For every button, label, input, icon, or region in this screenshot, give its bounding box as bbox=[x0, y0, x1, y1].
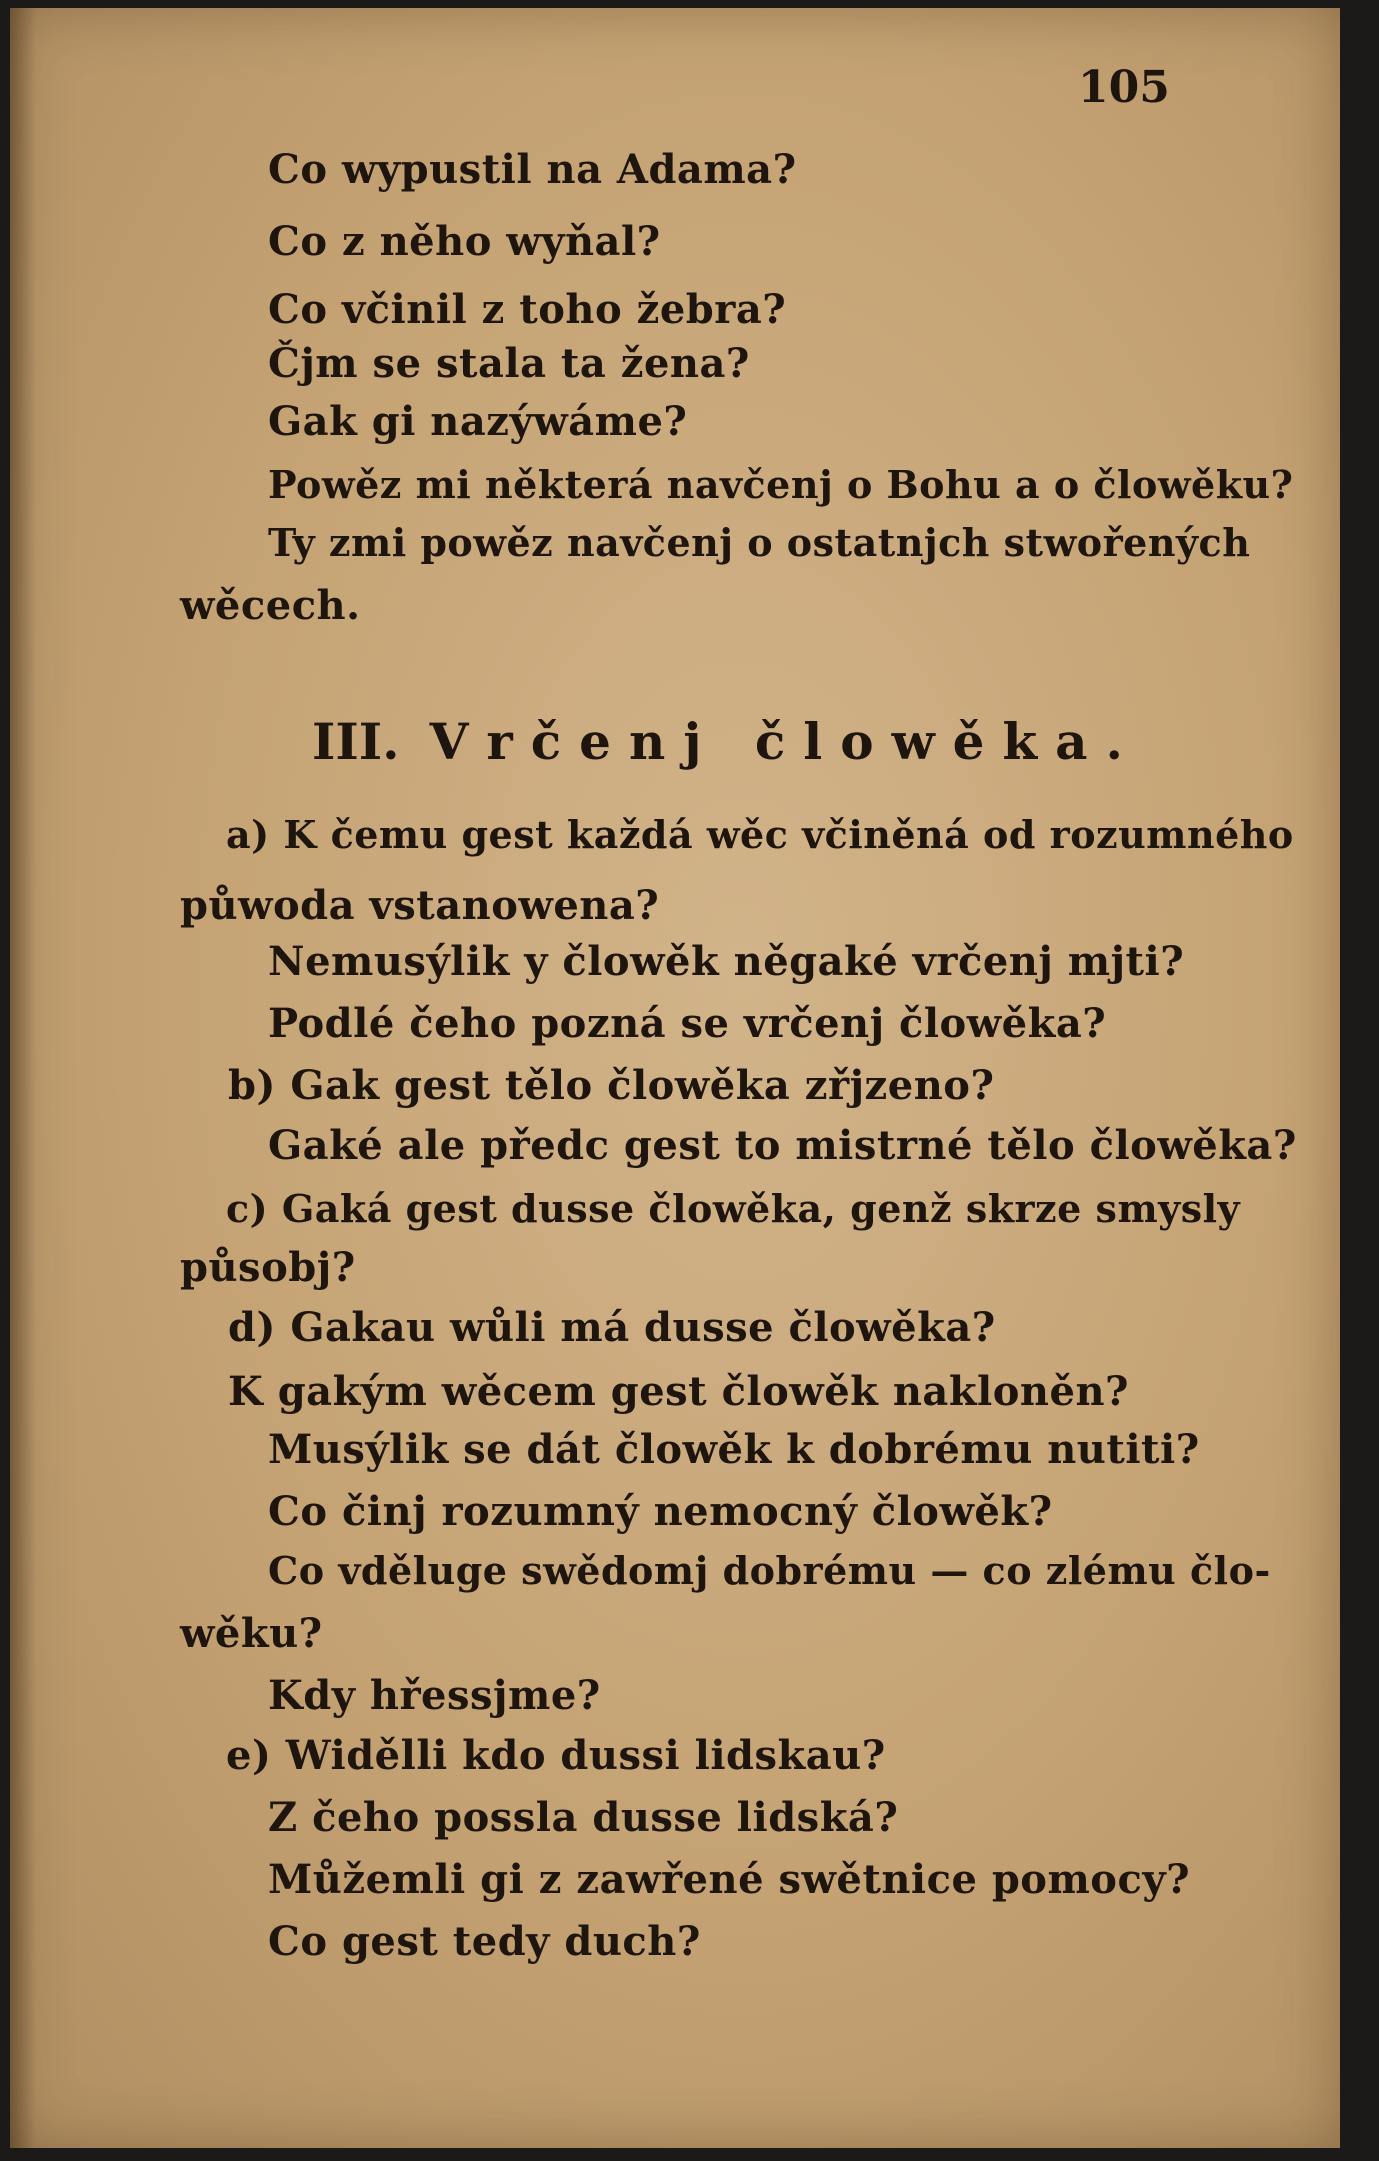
question-line: c) Gaká gest dusse člowěka, genž skrze smysly bbox=[226, 1186, 1241, 1231]
question-line: půwoda vstanowena? bbox=[180, 882, 660, 929]
page-spine-shadow bbox=[10, 8, 36, 2148]
question-line: Co činj rozumný nemocný člowěk? bbox=[268, 1488, 1053, 1535]
text-line: Gak gi nazýwáme? bbox=[268, 398, 688, 445]
page-number: 105 bbox=[1078, 62, 1170, 113]
question-line: e) Widělli kdo dussi lidskau? bbox=[226, 1732, 886, 1779]
question-line: Co vděluge swědomj dobrému — co zlému člo- bbox=[268, 1548, 1271, 1593]
question-line: Co gest tedy duch? bbox=[268, 1918, 701, 1965]
text-line: Co včinil z toho žebra? bbox=[268, 286, 787, 333]
text-line: Powěz mi některá navčenj o Bohu a o člowěku? bbox=[268, 462, 1294, 507]
question-line: Kdy hřessjme? bbox=[268, 1672, 601, 1719]
question-line: Můžemli gi z zawřené swětnice pomocy? bbox=[268, 1856, 1191, 1903]
question-line: wěku? bbox=[180, 1610, 323, 1657]
text-line: Ty zmi powěz navčenj o ostatnjch stwořených bbox=[268, 520, 1251, 565]
question-line: Gaké ale předc gest to mistrné tělo člowěka? bbox=[268, 1122, 1297, 1169]
section-title: Vrčenj člowěka. bbox=[429, 712, 1141, 771]
text-line: Čjm se stala ta žena? bbox=[268, 340, 750, 387]
question-line: d) Gakau wůli má dusse člowěka? bbox=[228, 1304, 996, 1351]
question-line: b) Gak gest tělo člowěka zřjzeno? bbox=[228, 1062, 995, 1109]
question-line: působj? bbox=[180, 1244, 356, 1291]
question-line: Podlé čeho pozná se vrčenj člowěka? bbox=[268, 1000, 1107, 1047]
section-number: III. bbox=[312, 712, 400, 771]
section-heading bbox=[312, 712, 1141, 771]
text-line: Co z něho wyňal? bbox=[268, 218, 661, 265]
text-line: Co wypustil na Adama? bbox=[268, 146, 797, 193]
question-line: Z čeho possla dusse lidská? bbox=[268, 1794, 899, 1841]
question-line: Nemusýlik y člowěk něgaké vrčenj mjti? bbox=[268, 938, 1185, 985]
question-line: K gakým wěcem gest člowěk nakloněn? bbox=[228, 1368, 1129, 1415]
text-line: wěcech. bbox=[180, 582, 361, 629]
question-line: Musýlik se dát člowěk k dobrému nutiti? bbox=[268, 1426, 1200, 1473]
question-line: a) K čemu gest každá wěc včiněná od rozumného bbox=[226, 812, 1294, 857]
